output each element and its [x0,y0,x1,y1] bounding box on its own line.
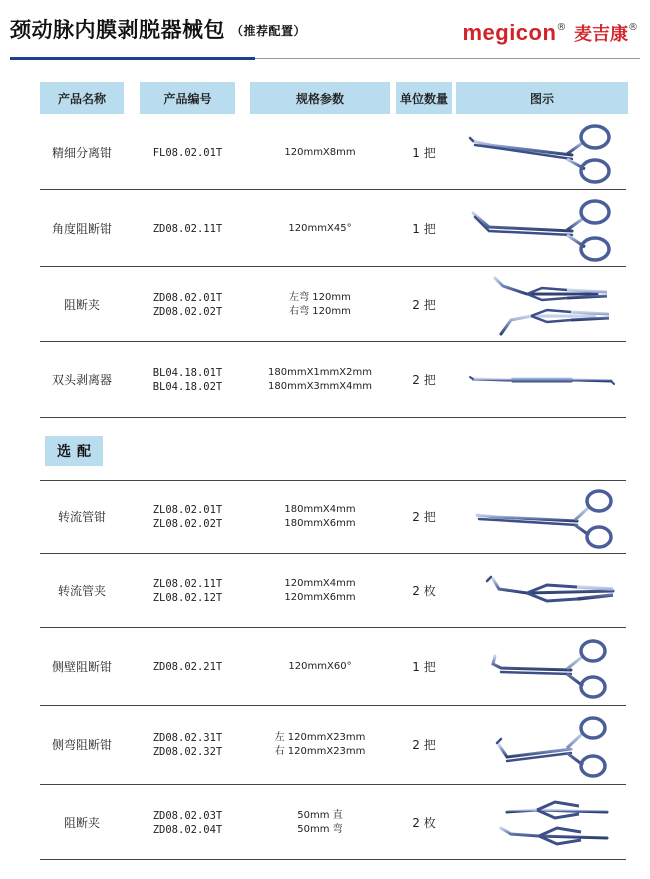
product-code-line: ZD08.02.32T [152,746,223,758]
row-divider [40,266,626,267]
optional-section-label: 选配 [45,436,103,466]
product-code-line: ZD08.02.03T [152,810,223,822]
product-code-line: ZD08.02.04T [152,824,223,836]
row-divider [40,627,626,628]
product-code-line: ZL08.02.12T [152,591,223,604]
table-row [0,707,650,783]
row-divider [40,705,626,706]
table-row [0,786,650,860]
column-header-name: 产品名称 [40,82,124,114]
product-qty: 1 把 [412,659,436,674]
product-code-line: ZL08.02.02T [152,518,223,530]
product-code [140,116,235,190]
product-spec-line: 180mmX6mm [284,518,356,529]
product-code-line: BL04.18.02T [152,381,223,393]
column-header-qty: 单位数量 [396,82,452,114]
page-subtitle: （推荐配置） [231,24,307,38]
product-code [140,482,235,552]
product-spec [250,191,390,267]
product-qty: 2 把 [412,373,436,387]
product-code [140,629,235,704]
side-wall-forceps-icon [456,629,628,704]
product-spec-line: 50mm 直 [297,810,343,821]
row-divider [40,341,626,342]
product-code-line: ZD08.02.11T [152,223,223,235]
product-name: 转流管夹 [57,583,106,598]
product-spec-line: 120mmX4mm [284,577,356,589]
product-spec [250,707,390,783]
product-spec-line: 120mmX6mm [284,591,356,603]
table-header [0,82,650,114]
table-row [0,116,650,190]
forceps-angled-tip-icon [456,191,628,267]
product-code [140,555,235,626]
product-code [140,191,235,267]
product-code-line: ZD08.02.21T [152,660,223,673]
product-spec-line: 右 120mmX23mm [274,746,366,757]
product-spec-line: 180mmX4mm [284,504,356,515]
column-header-image: 图示 [456,82,628,114]
table-row [0,629,650,704]
product-name: 阻断夹 [63,298,100,312]
brand-logo [462,20,638,46]
product-spec-line: 120mmX8mm [284,147,356,158]
page-header [0,0,650,62]
page-title [10,14,306,44]
product-code [140,343,235,417]
table-row [0,268,650,342]
table-row [0,343,650,417]
product-code [140,786,235,860]
product-name: 阻断夹 [63,816,100,830]
product-qty: 2 把 [412,738,436,752]
brand-registered-mark: ® [556,22,567,33]
product-spec [250,786,390,860]
product-code [140,707,235,783]
product-qty: 2 把 [412,510,436,524]
product-code-line: FL08.02.01T [152,147,223,159]
product-qty: 2 枚 [412,816,436,830]
product-code-line: ZD08.02.01T [152,292,223,304]
row-divider [40,189,626,190]
product-spec [250,343,390,417]
product-name: 侧壁阻断钳 [51,659,112,674]
row-divider [40,553,626,554]
product-qty: 1 把 [412,146,436,160]
product-code-line: ZL08.02.01T [152,504,223,516]
product-spec [250,555,390,626]
brand-chinese-name: 麦吉康 [574,24,628,45]
product-spec-line: 180mmX3mmX4mm [268,381,372,392]
product-spec [250,629,390,704]
product-qty: 2 把 [412,298,436,312]
brand-chinese-registered-mark: ® [628,22,638,33]
shunt-forceps-icon [456,482,628,552]
table-row [0,191,650,267]
product-spec-line: 右弯 120mm [289,306,351,317]
product-name: 双头剥离器 [51,373,112,387]
product-spec-line: 50mm 弯 [297,824,343,835]
product-qty: 2 枚 [412,583,436,598]
product-name: 转流管钳 [57,510,106,524]
product-code-line: ZL08.02.11T [152,577,223,590]
product-spec-line: 180mmX1mmX2mm [268,367,372,378]
product-spec-line: 120mmX60° [288,660,352,672]
row-divider [40,859,626,860]
product-code [140,268,235,342]
product-qty: 1 把 [412,222,436,236]
product-code-line: BL04.18.01T [152,367,223,379]
product-spec-line: 左 120mmX23mm [274,732,366,743]
product-spec [250,116,390,190]
product-spec-line: 左弯 120mm [289,292,351,303]
product-spec [250,482,390,552]
header-accent-rule [10,57,255,60]
product-spec-line: 120mmX45° [288,223,352,234]
column-header-code: 产品编号 [140,82,235,114]
forceps-curved-tip-icon [456,116,628,190]
table-row [0,555,650,626]
product-spec [250,268,390,342]
page-title-text: 颈动脉内膜剥脱器械包 [10,18,225,42]
row-divider [40,784,626,785]
product-name: 侧弯阻断钳 [51,738,112,752]
product-code-line: ZD08.02.02T [152,306,223,318]
brand-logo-text: megicon [462,20,557,45]
section-divider [40,480,626,481]
shunt-clip-icon [456,555,628,626]
bulldog-clamp-pair-icon [456,786,628,860]
row-divider [40,417,626,418]
product-name: 精细分离钳 [51,146,112,160]
double-ended-dissector-icon [456,343,628,417]
column-header-spec: 规格参数 [250,82,390,114]
header-divider-rule [255,58,640,59]
product-name: 角度阻断钳 [51,222,112,236]
clamp-pair-icon [456,268,628,342]
side-curved-forceps-icon [456,707,628,783]
product-code-line: ZD08.02.31T [152,732,223,744]
table-row [0,482,650,552]
